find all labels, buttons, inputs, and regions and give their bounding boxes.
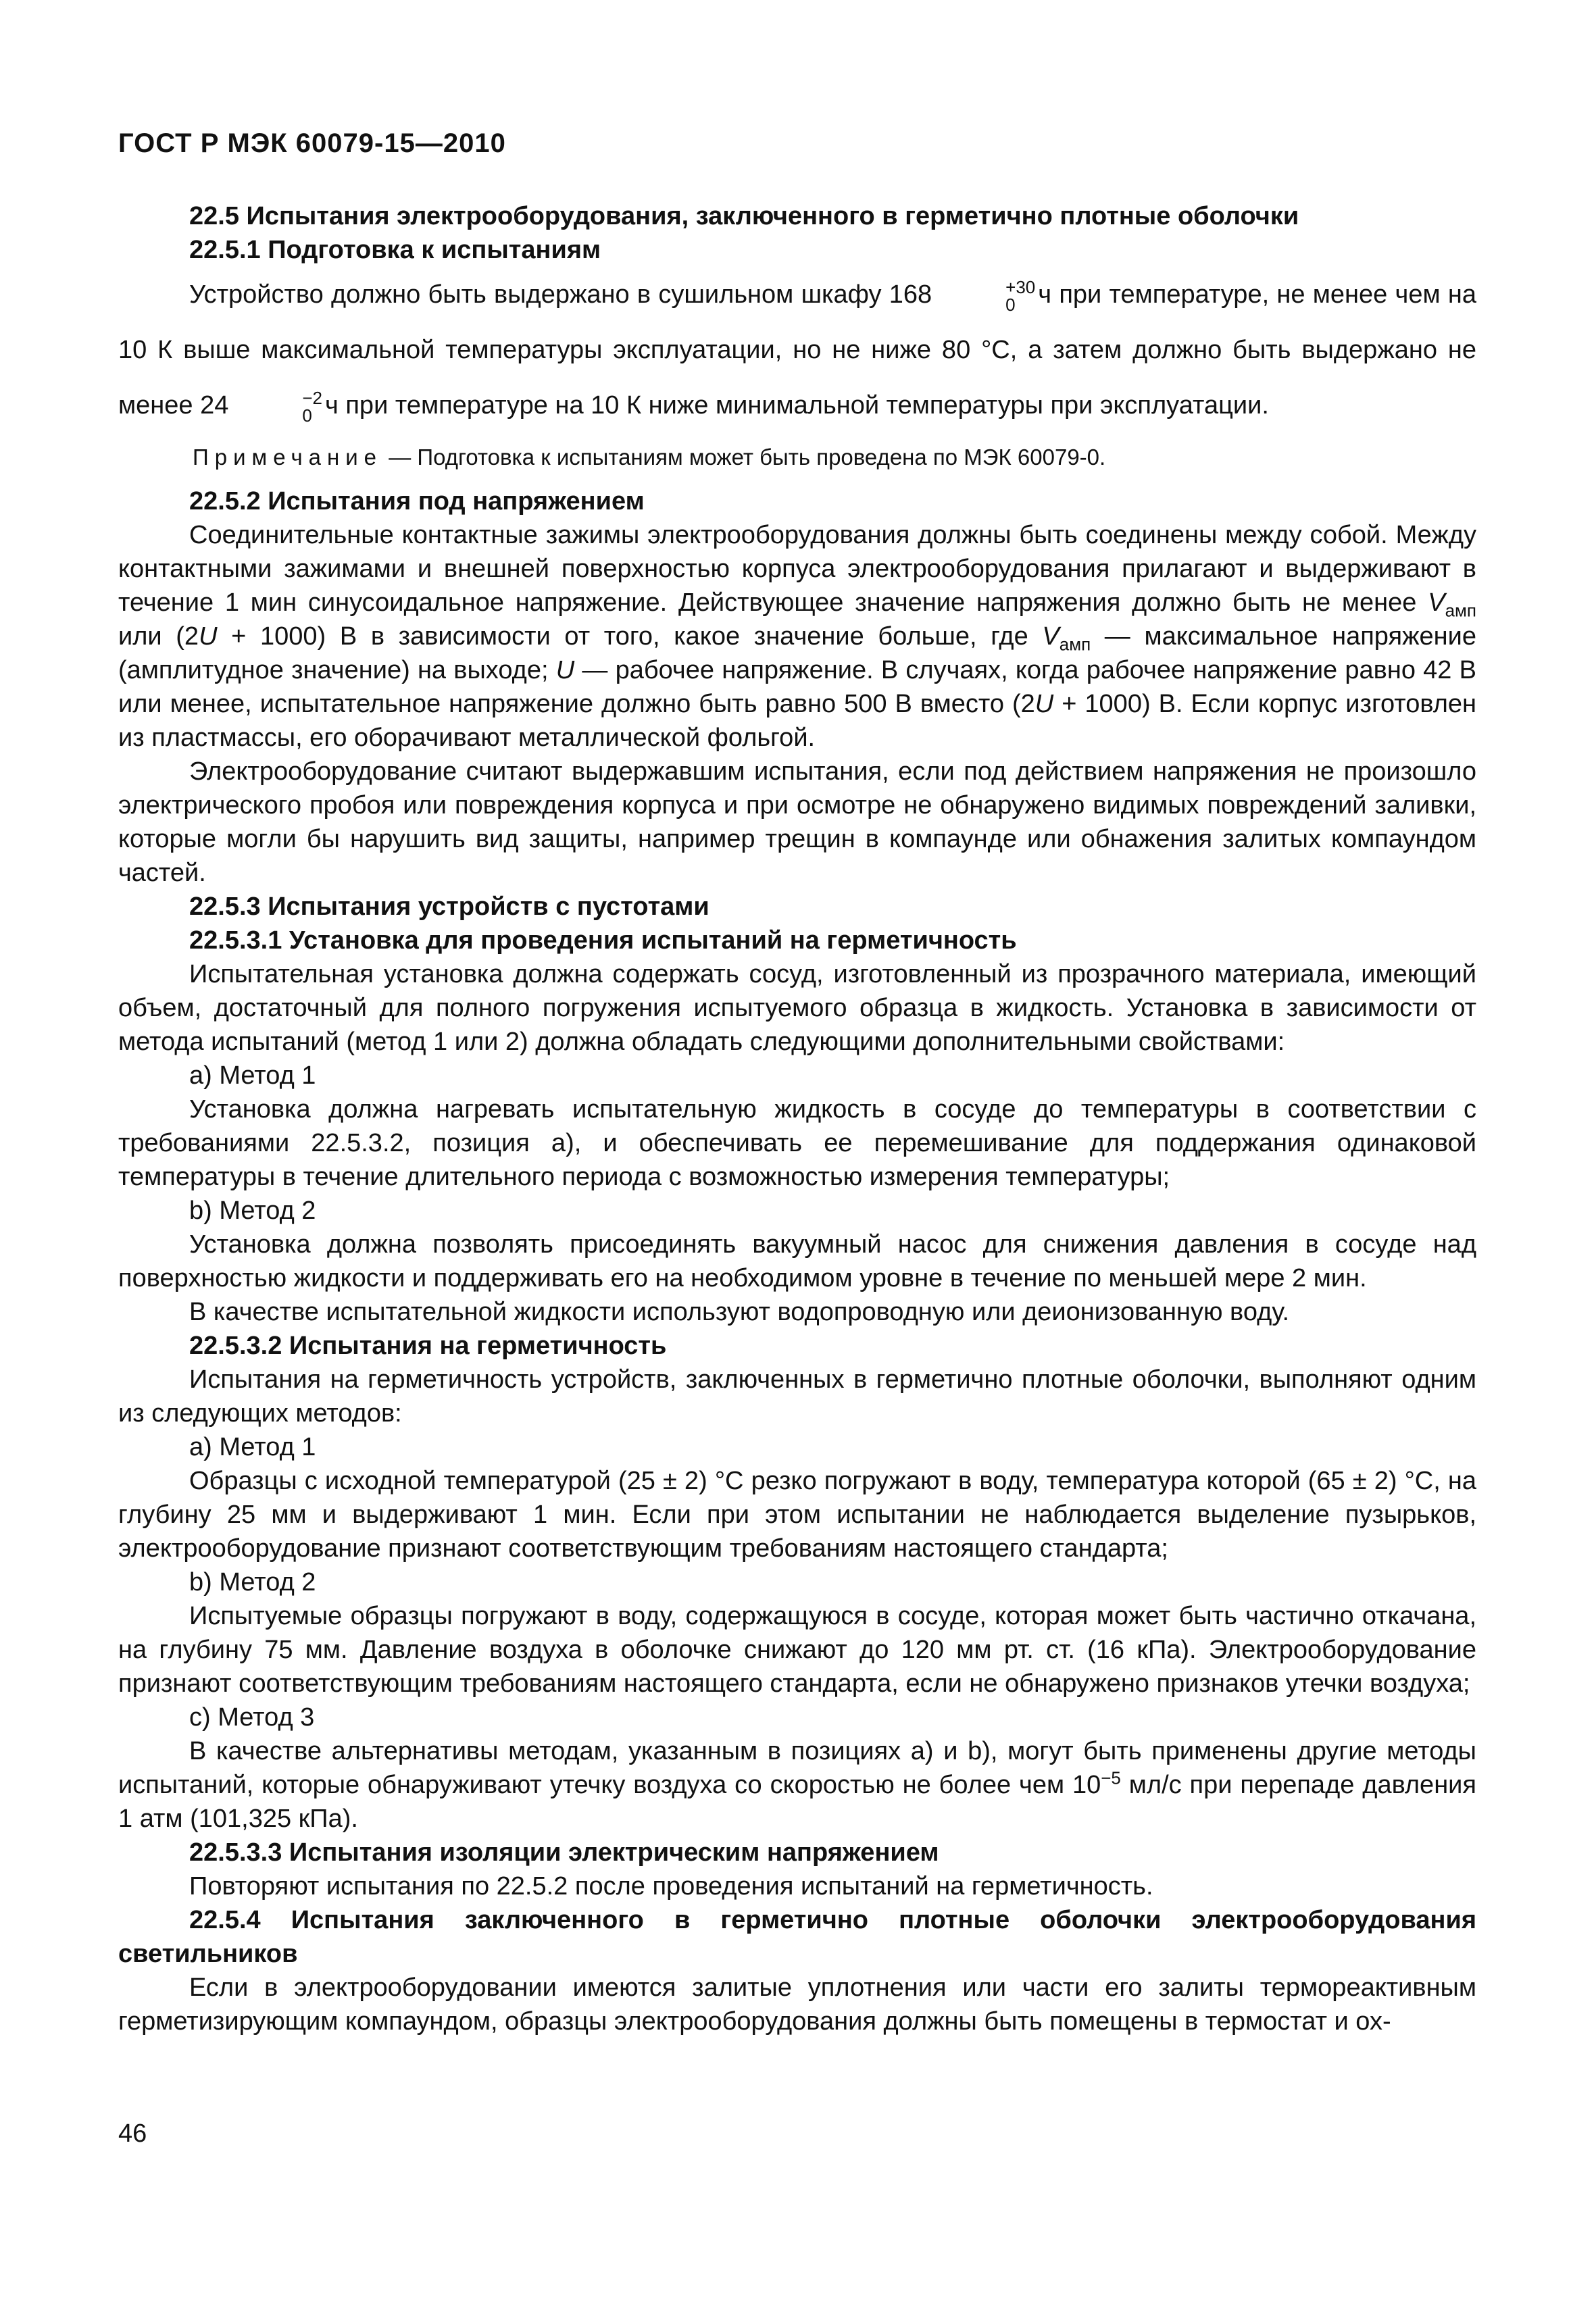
paragraph-b-method-2: Испытуемые образцы погружают в воду, содержащуюся в сосуде, которая может быть частично откачана, на глубину 75 мм. Давление воздуха в оболочке снижают до 120 мм рт. ст. (16 кПа). Электрооборудование признают соответствующим требованиям настоящего стандарта, если не обнаружено признаков утечки воздуха; [118, 1602, 1476, 1698]
list-item-b-method-2: b) Метод 2 [189, 1568, 316, 1596]
page-number: 46 [118, 2119, 147, 2148]
list-item-c-method-3: с) Метод 3 [189, 1703, 315, 1732]
list-item-a-method-1: а) Метод 1 [189, 1433, 316, 1461]
section-heading-22-5-3-3: 22.5.3.3 Испытания изоляции электрическим напряжением [189, 1838, 939, 1867]
section-heading-22-5: 22.5 Испытания электрооборудования, заключенного в герметично плотные оболочки [189, 202, 1299, 230]
section-heading-22-5-3-2: 22.5.3.2 Испытания на герметичность [189, 1332, 667, 1360]
list-item-method-2: b) Метод 2 [189, 1197, 316, 1225]
paragraph-tightness-tests: Испытания на герметичность устройств, заключенных в герметично плотные оболочки, выполняют одним из следующих методов: [118, 1365, 1476, 1428]
section-heading-22-5-1: 22.5.1 Подготовка к испытаниям [189, 236, 601, 264]
paragraph-method-2-setup: Установка должна позволять присоединять вакуумный насос для снижения давления в сосуде над поверхностью жидкости и поддерживать его на необходимом уровне в течение по меньшей мере 2 мин. [118, 1230, 1476, 1292]
document-body [118, 199, 1476, 2038]
paragraph-preparation: Устройство должно быть выдержано в сушильном шкафу 168 +30 0 ч при температуре, не менее чем на 10 К выше максимальной температуры эксплуатации, но не ниже 80 °С, а затем должно быть выдержано не менее 24 −2 0 ч при температуре на 10 К ниже минимальной температуры при эксплуатации. [118, 276, 1476, 426]
paragraph-test-setup: Испытательная установка должна содержать сосуд, изготовленный из прозрачного материала, имеющий объем, достаточный для полного погружения испытуемого образца в жидкость. Установка в зависимости от метода испытаний (метод 1 или 2) должна обладать следующими дополнительными свойствами: [118, 960, 1476, 1056]
tolerance-168: +30 0 [1005, 276, 1036, 315]
list-item-method-1: a) Метод 1 [189, 1061, 316, 1090]
note [118, 437, 1476, 478]
note-text: — Подготовка к испытаниям может быть проведена по МЭК 60079-0. [389, 445, 1106, 470]
paragraph-method-1-setup: Установка должна нагревать испытательную жидкость в сосуде до температуры в соответствии с требованиями 22.5.3.2, позиция а), и обеспечивать ее перемешивание для поддержания одинаковой температуры в течение длительного периода с возможностью измерения температуры; [118, 1095, 1476, 1191]
paragraph-insulation-test: Повторяют испытания по 22.5.2 после проведения испытаний на герметичность. [189, 1872, 1153, 1901]
paragraph-luminaires: Если в электрооборудовании имеются залитые уплотнения или части его залиты термореактивным герметизирующим компаундом, образцы электрооборудования должны быть помещены в термостат и ох- [118, 1973, 1476, 2036]
section-heading-22-5-3-1: 22.5.3.1 Установка для проведения испытаний на герметичность [189, 926, 1017, 955]
paragraph-voltage-test: Соединительные контактные зажимы электрооборудования должны быть соединены между собой. Между контактными зажимами и внешней поверхностью корпуса электрооборудования прилагают и выдерживают в течение 1 мин синусоидальное напряжение. Действующее значение напряжения должно быть не менее $V_{амп}$ или (2U + 1000) В в зависимости от того, какое значение больше, где $V_{амп}$ — максимальное напряжение (амплитудное значение) на выходе; U — рабочее напряжение. В случаях, когда рабочее напряжение равно 42 В или менее, испытательное напряжение должно быть равно 500 В вместо (2U + 1000) В. Если корпус изготовлен из пластмассы, его оборачивают металлической фольгой. [118, 521, 1476, 752]
document-code: ГОСТ Р МЭК 60079-15—2010 [118, 128, 506, 158]
paragraph-test-liquid: В качестве испытательной жидкости используют водопроводную или деионизованную воду. [189, 1298, 1290, 1326]
paragraph-c-method-3: В качестве альтернативы методам, указанным в позициях а) и b), могут быть применены другие методы испытаний, которые обнаруживают утечку воздуха со скоростью не более чем $10^{-5}$ мл/с при перепаде давления 1 атм (101,325 кПа). [118, 1737, 1476, 1833]
section-heading-22-5-2: 22.5.2 Испытания под напряжением [189, 487, 645, 515]
paragraph-a-method-1: Образцы с исходной температурой (25 ± 2) °С резко погружают в воду, температура которой (65 ± 2) °С, на глубину 25 мм и выдерживают 1 мин. Если при этом испытании не наблюдается выделение пузырьков, электрооборудование признают соответствующим требованиям настоящего стандарта; [118, 1467, 1476, 1563]
tolerance-24: −2 0 [302, 387, 322, 426]
section-heading-22-5-4: 22.5.4 Испытания заключенного в герметично плотные оболочки электрооборудования светильников [118, 1906, 1476, 1968]
note-label: Примечание [193, 445, 383, 470]
section-heading-22-5-3: 22.5.3 Испытания устройств с пустотами [189, 892, 709, 921]
paragraph-voltage-result: Электрооборудование считают выдержавшим испытания, если под действием напряжения не произошло электрического пробоя или повреждения корпуса и при осмотре не обнаружено видимых повреждений заливки, которые могли бы нарушить вид защиты, например трещин в компаунде или обнажения залитых компаундом частей. [118, 757, 1476, 887]
